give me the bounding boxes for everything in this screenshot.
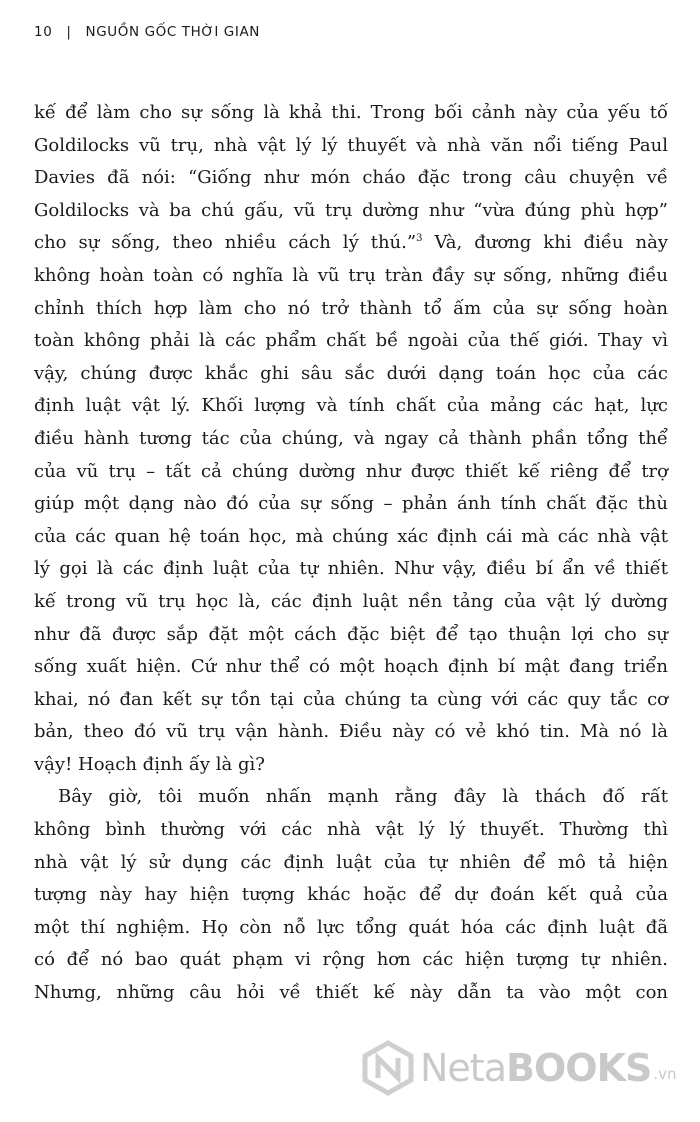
text-line: toàn không phải là các phẩm chất bề ngoài của thế giới. Thay vì	[34, 330, 668, 352]
text-line: khai, nó đan kết sự tồn tại của chúng ta cùng với các quy tắc cơ	[34, 688, 668, 710]
watermark-brand: NetaBOOKS	[420, 1046, 652, 1090]
page-body	[34, 97, 668, 1010]
text-line: có để nó bao quát phạm vi rộng hơn các hiện tượng tự nhiên.	[34, 949, 668, 971]
text-line: Goldilocks và ba chú gấu, vũ trụ dường như “vừa đúng phù hợp”	[34, 199, 668, 221]
netabooks-logo-icon	[360, 1040, 416, 1096]
text-line: kế để làm cho sự sống là khả thi. Trong bối cảnh này của yếu tố	[34, 102, 668, 123]
text-line: của các quan hệ toán học, mà chúng xác định cái mà các nhà vật	[34, 525, 668, 547]
text-line: kế trong vũ trụ học là, các định luật nền tảng của vật lý dường	[34, 590, 668, 612]
text-line: định luật vật lý. Khối lượng và tính chất của mảng các hạt, lực	[34, 395, 668, 417]
text-segment: cho sự sống, theo nhiều cách lý thú.”	[34, 232, 417, 254]
footnote-marker: 3	[416, 233, 423, 245]
text-line: của vũ trụ – tất cả chúng dường như được thiết kế riêng để trợ	[34, 460, 668, 482]
watermark	[360, 1040, 677, 1096]
text-line: vậy! Hoạch định ấy là gì?	[34, 753, 265, 775]
header-separator: |	[66, 24, 72, 40]
text-line: tượng này hay hiện tượng khác hoặc để dự đoán kết quả của	[34, 884, 668, 906]
paragraph-1	[34, 97, 668, 781]
text-line: bản, theo đó vũ trụ vận hành. Điều này có vẻ khó tin. Mà nó là	[34, 721, 668, 743]
text-line: Nhưng, những câu hỏi về thiết kế này dẫn ta vào một con	[34, 982, 668, 1004]
text-segment: Và, đương khi điều này	[422, 232, 668, 254]
running-header	[34, 22, 260, 42]
text-line: lý gọi là các định luật của tự nhiên. Như vậy, điều bí ẩn về thiết	[34, 558, 668, 580]
text-line	[34, 227, 668, 260]
text-line: không bình thường với các nhà vật lý lý thuyết. Thường thì	[34, 819, 668, 841]
text-line: Davies đã nói: “Giống như món cháo đặc trong câu chuyện về	[34, 167, 668, 189]
text-line: sống xuất hiện. Cứ như thể có một hoạch định bí mật đang triển	[34, 656, 668, 678]
text-line: vậy, chúng được khắc ghi sâu sắc dưới dạng toán học của các	[34, 362, 668, 384]
running-title: NGUỒN GỐC THỜI GIAN	[85, 24, 260, 40]
text-line: không hoàn toàn có nghĩa là vũ trụ tràn đầy sự sống, những điều	[34, 264, 668, 286]
paragraph-2	[34, 781, 668, 1009]
page-number: 10	[34, 24, 53, 40]
text-line: nhà vật lý sử dụng các định luật của tự nhiên để mô tả hiện	[34, 851, 668, 873]
text-line: giúp một dạng nào đó của sự sống – phản ánh tính chất đặc thù	[34, 493, 668, 515]
text-line: Goldilocks vũ trụ, nhà vật lý lý thuyết và nhà văn nổi tiếng Paul	[34, 134, 668, 156]
text-line: như đã được sắp đặt một cách đặc biệt để tạo thuận lợi cho sự	[34, 623, 668, 645]
text-line: điều hành tương tác của chúng, và ngay cả thành phần tổng thể	[34, 427, 668, 449]
watermark-suffix: .vn	[653, 1065, 677, 1083]
text-line: Bây giờ, tôi muốn nhấn mạnh rằng đây là thách đố rất	[58, 786, 668, 808]
text-line: một thí nghiệm. Họ còn nỗ lực tổng quát hóa các định luật đã	[34, 916, 668, 938]
text-line: chỉnh thích hợp làm cho nó trở thành tổ ấm của sự sống hoàn	[34, 297, 668, 319]
